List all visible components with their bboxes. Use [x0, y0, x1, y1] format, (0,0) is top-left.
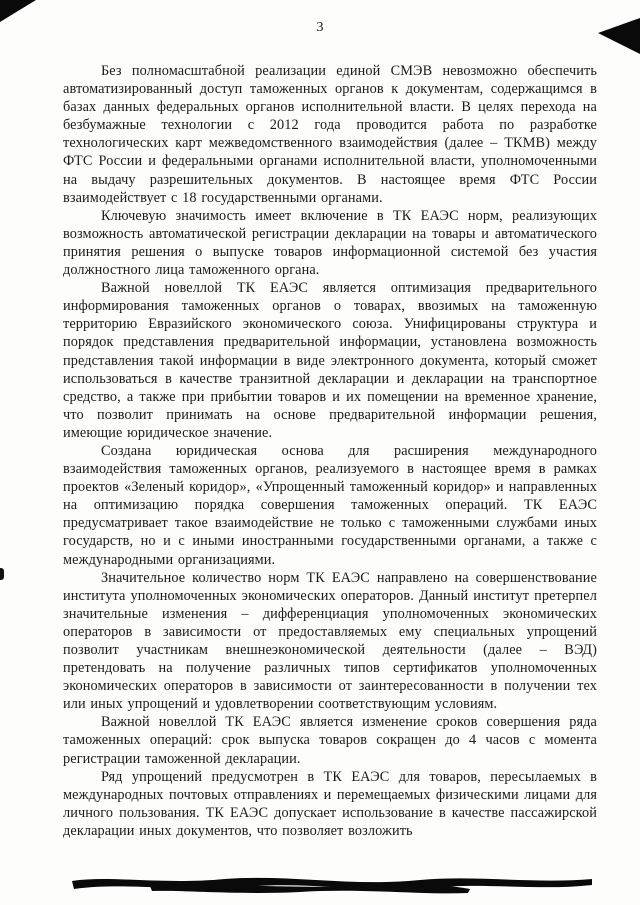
scan-artifact-bottom-smear-icon	[0, 872, 640, 905]
paragraph: Ключевую значимость имеет включение в ТК ЕАЭС норм, реализующих возможность автоматической регистрации декларации на товары и автоматического принятия решения о выпуске товаров информационной системой без участия должностного лица таможенного органа.	[63, 207, 597, 279]
paragraph: Без полномасштабной реализации единой СМЭВ невозможно обеспечить автоматизированный доступ таможенных органов к документам, содержащимся в базах данных федеральных органов исполнительной власти. В целях перехода на безбумажные технологии с 2012 года проводится работа по разработке технологических карт межведомственного взаимодействия (далее – ТКМВ) между ФТС России и федеральными органами исполнительной власти, уполномоченными на выдачу разрешительных документов. В настоящее время ФТС России взаимодействует с 18 государственными органами.	[63, 63, 597, 206]
paragraph: Создана юридическая основа для расширения международного взаимодействия таможенных органов, реализуемого в настоящее время в рамках проектов «Зеленый коридор», «Упрощенный таможенный коридор» и направленных на оптимизацию порядка совершения таможенных операций. ТК ЕАЭС предусматривает такое взаимодействие не только с таможенными службами иных государств, но и с иными иностранными государственными органами, а также с международными организациями.	[63, 442, 597, 568]
page-number: 3	[316, 20, 324, 35]
text-block	[63, 62, 597, 840]
paragraph: Значительное количество норм ТК ЕАЭС направлено на совершенствование института уполномоченных экономических операторов. Данный институт претерпел значительные изменения – дифференциация уполномоченных экономических операторов в зависимости от предоставляемых ему специальных упрощений позволит участникам внешнеэкономической деятельности (далее – ВЭД) претендовать на получение различных типов сертификатов уполномоченных экономических операторов в зависимости от заинтересованности в получении тех или иных упрощений и удовлетворении соответствующим условиям.	[63, 569, 597, 713]
paragraph: Важной новеллой ТК ЕАЭС является оптимизация предварительного информирования таможенных органов о товарах, ввозимых на таможенную территорию Евразийского экономического союза. Унифицированы структура и порядок представления предварительной информации, установлена возможность представления такой информации в виде электронного документа, который сможет использоваться в качестве транзитной декларации и декларации на транспортное средство, а также при прибытии товаров и их помещении на временное хранение, что позволит принимать на основе предварительной информации решения, имеющие юридическое значение.	[63, 280, 597, 441]
paragraph: Важной новеллой ТК ЕАЭС является изменение сроков совершения ряда таможенных операций: срок выпуска товаров сокращен до 4 часов с момента регистрации таможенной декларации.	[63, 714, 597, 767]
paragraph: Ряд упрощений предусмотрен в ТК ЕАЭС для товаров, пересылаемых в международных почтовых отправлениях и перемещаемых физическими лицами для личного пользования. ТК ЕАЭС допускает использование в качестве пассажирской декларации иных документов, что позволяет возложить	[63, 768, 597, 839]
scan-artifact-left-speck-icon	[0, 568, 4, 580]
